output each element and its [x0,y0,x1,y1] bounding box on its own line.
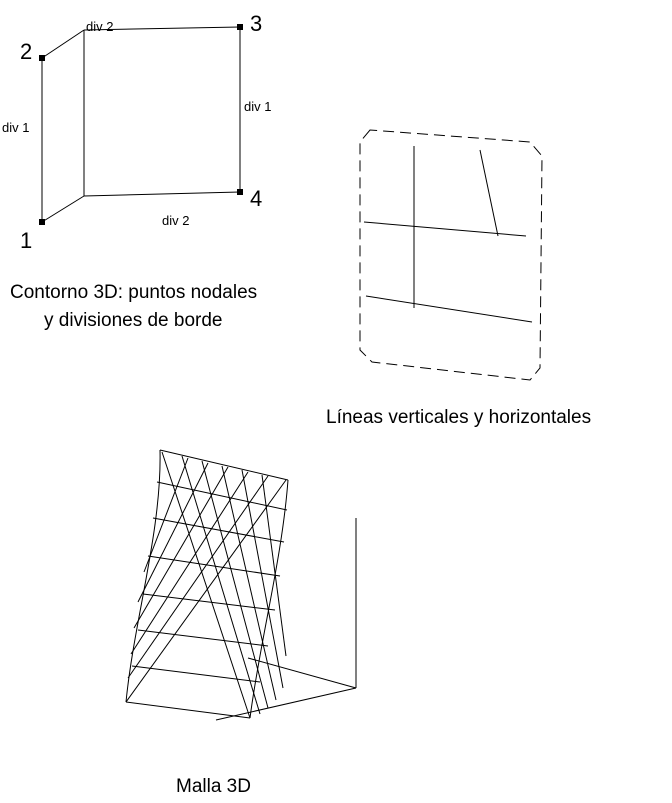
node-label-3: 3 [250,11,263,36]
node-point-2 [39,55,45,61]
contour-3d-wireframe [42,27,240,222]
node-point-1 [39,219,45,225]
interior-lines [364,146,532,322]
caption-contour-line1: Contorno 3D: puntos nodales [10,282,258,303]
edge-label-div1-right: div 1 [244,99,272,114]
node-point-3 [237,24,243,30]
dashed-boundary [360,130,542,380]
mesh-3d-surface [126,450,356,720]
contour-3d-figure [0,0,300,270]
edge-label-div2-top: div 2 [86,19,114,34]
edge-label-div2-bottom: div 2 [162,213,190,228]
node-label-2: 2 [20,39,33,64]
caption-lines: Líneas verticales y horizontales [326,407,592,428]
caption-contour-line2: y divisiones de borde [44,310,223,331]
caption-mesh: Malla 3D [176,776,251,797]
node-point-4 [237,189,243,195]
edge-label-div1-left: div 1 [2,120,30,135]
vertical-horizontal-lines-figure [330,100,590,390]
node-label-4: 4 [250,186,263,211]
node-label-1: 1 [20,228,33,253]
mesh-3d-figure [100,420,420,760]
